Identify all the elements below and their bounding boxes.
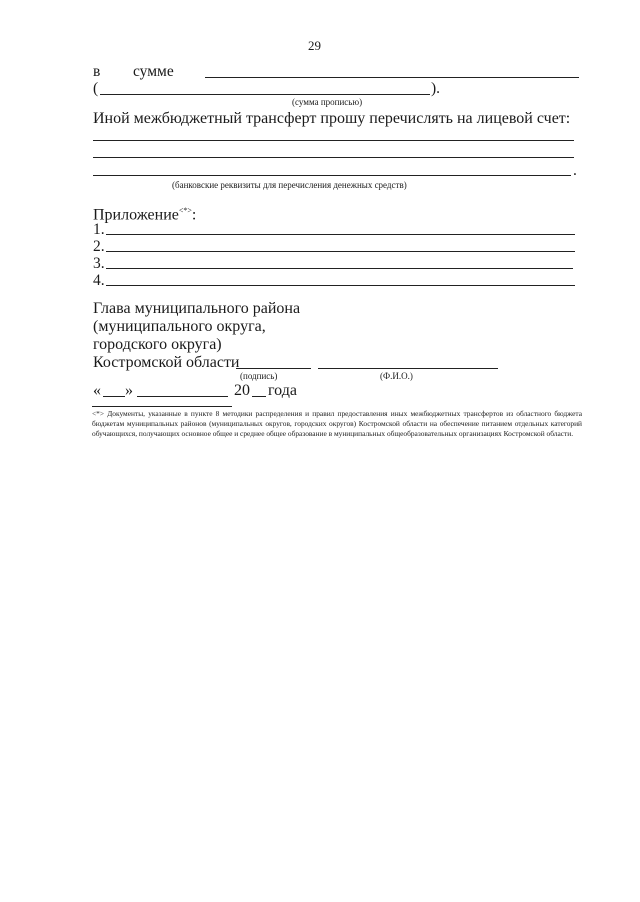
name-line [318,368,498,369]
footnote-text: Документы, указанные в пункте 8 методики распределения и правил предоставления иных межбюджетных трансфертов из областного бюджета бюджетам муниципальных районов (муниципальных округов, городских округов) Костромской области на обеспечение питанием отдельных категорий обучающихся, получающих основное общее и среднее общее образование в муниципальных общеобразовательных организациях Костромской области. [92,409,582,438]
date-year-prefix: 20 [234,382,250,399]
date-month-line [137,396,228,397]
footnote-marker: <*> [92,409,105,418]
signature-caption: (подпись) [240,371,278,381]
attachment-title [93,202,196,224]
bank-end-mark: . [573,162,577,179]
footnote-separator [92,406,232,407]
signature-line [236,368,311,369]
attachment-item-1: 1. [93,221,105,238]
name-caption: (Ф.И.О.) [380,371,413,381]
attachment-item-3: 3. [93,255,105,272]
amount-caption: (сумма прописью) [292,97,363,107]
bank-line-2 [93,157,574,158]
attachment-line-1 [106,234,575,235]
signatory-line-1: Глава муниципального района [93,300,301,317]
transfer-text: Иной межбюджетный трансферт прошу перечислять на лицевой счет: [93,110,571,127]
amount-prefix: в [93,63,101,80]
amount-words-line [100,94,430,95]
attachment-item-4: 4. [93,272,105,289]
date-open-quote: « [93,382,101,399]
amount-line [205,77,579,78]
date-year-suffix: года [268,382,297,399]
date-close-quote: » [125,382,133,399]
attachment-line-3 [106,268,573,269]
attachment-item-2: 2. [93,238,105,255]
amount-open-paren: ( [93,80,99,97]
amount-close-paren: ). [431,80,441,97]
attachment-line-2 [106,251,575,252]
page-number: 29 [308,38,321,53]
attachment-title-text: Приложение [93,206,179,224]
attachment-colon: : [191,206,197,224]
attachment-line-4 [106,285,575,286]
bank-line-1 [93,140,574,141]
attachment-marker: <*> [178,206,192,215]
bank-caption: (банковские реквизиты для перечисления денежных средств) [172,180,407,190]
date-year-line [252,396,266,397]
footnote [92,409,582,439]
signatory-line-3: городского округа) [93,336,222,353]
signatory-line-2: (муниципального округа, [93,318,266,335]
bank-line-3 [93,175,571,176]
amount-label: сумме [133,63,174,80]
date-day-line [103,396,125,397]
signatory-line-4: Костромской области [93,354,240,371]
